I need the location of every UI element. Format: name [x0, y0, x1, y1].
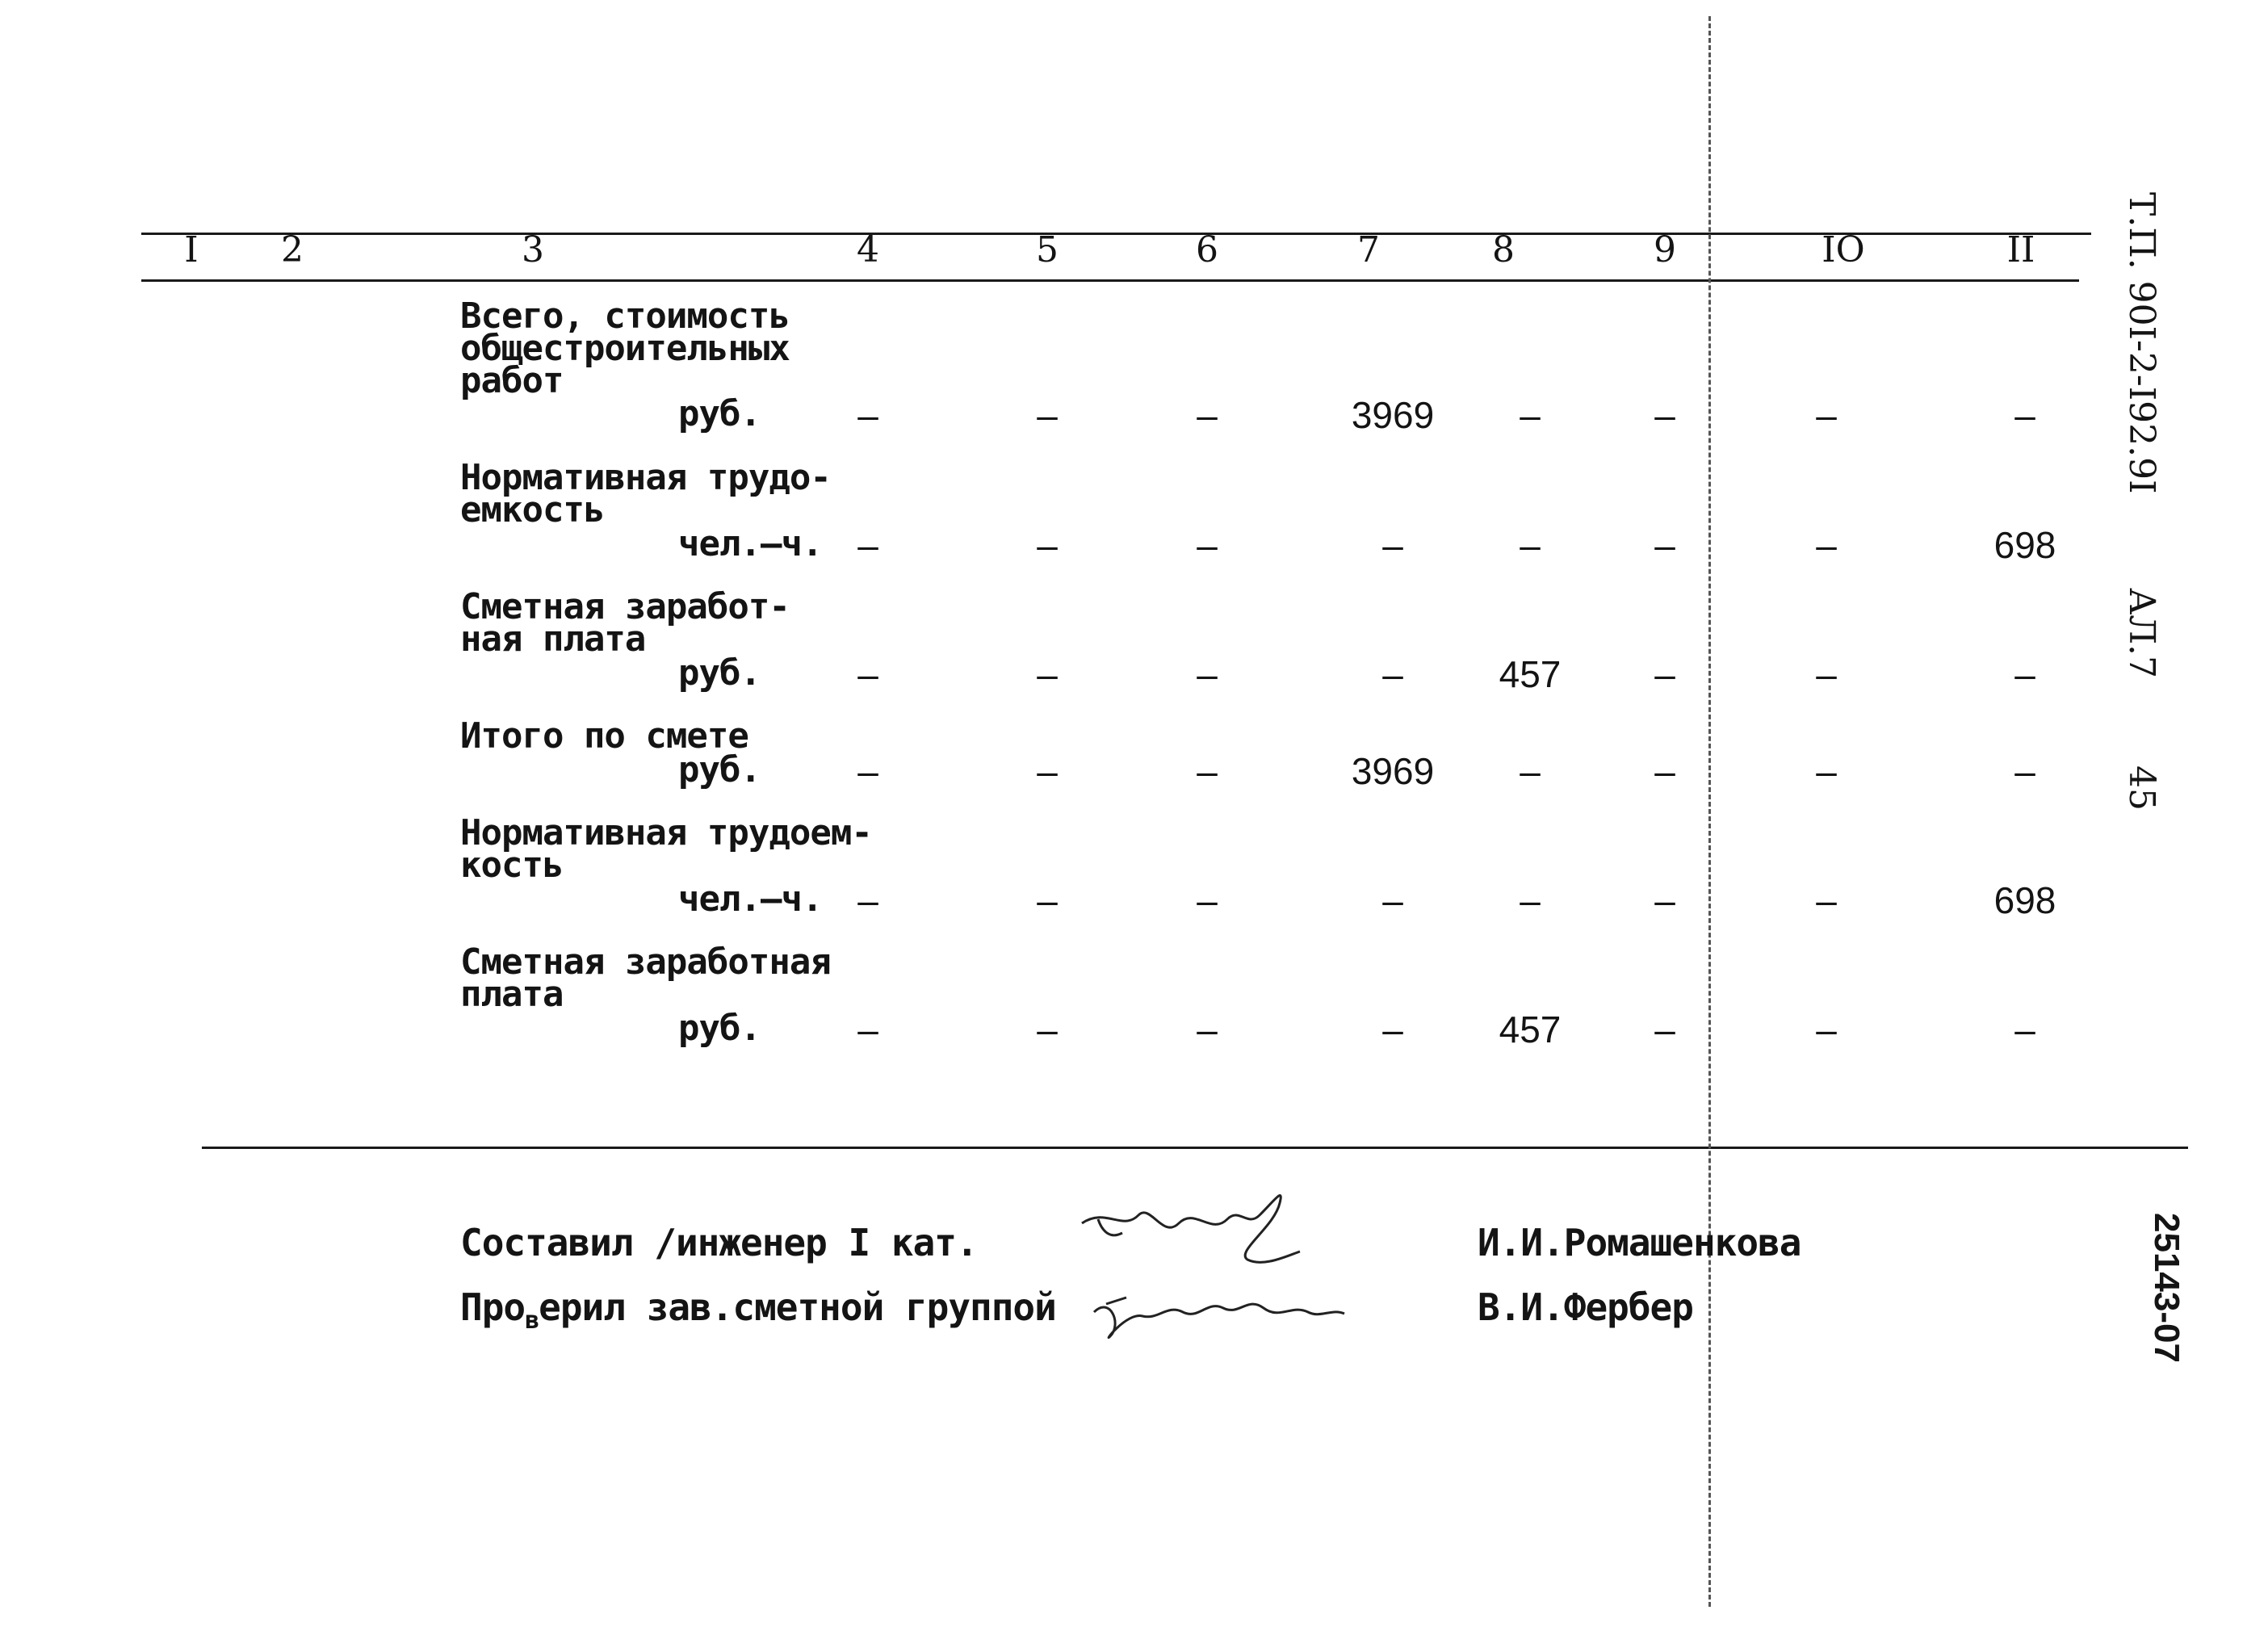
signature-checker [1086, 1280, 1352, 1352]
row-label: Нормативная трудоем- кость [460, 812, 872, 886]
column-number: IO [1822, 229, 1865, 270]
table-cell: – [1382, 524, 1403, 566]
row-label: Сметная заработная плата [460, 941, 831, 1015]
compiled-by-label: Составил /инженер I кат. [460, 1221, 978, 1264]
table-cell: – [1520, 750, 1541, 792]
table-cell: – [1816, 879, 1837, 921]
doc-code: Т.П. 90I-2-I92.9I [2121, 192, 2162, 494]
table-cell: 3969 [1351, 394, 1435, 436]
row-unit: руб. [678, 393, 761, 434]
table-cell: – [2014, 1008, 2035, 1050]
table-cell: – [1520, 394, 1541, 436]
table-cell: – [1197, 879, 1218, 921]
table-cell: 3969 [1351, 750, 1435, 792]
table-cell: – [1816, 1008, 1837, 1050]
table-cell: – [2014, 750, 2035, 792]
table-cell: – [1654, 1008, 1675, 1050]
table-cell: – [1037, 750, 1058, 792]
table-cell: – [1654, 653, 1675, 695]
table-cell: – [1382, 879, 1403, 921]
table-cell: – [1197, 653, 1218, 695]
table-cell: 698 [1993, 524, 2056, 566]
row-label: Сметная заработ- ная плата [460, 586, 790, 660]
table-cell: – [2014, 653, 2035, 695]
table-cell: – [2014, 394, 2035, 436]
column-number: 5 [1036, 229, 1059, 270]
column-number: 6 [1196, 229, 1218, 270]
row-label: Всего, стоимость общестроительных работ [460, 296, 790, 401]
table-cell: 698 [1993, 879, 2056, 921]
table-cell: – [1654, 879, 1675, 921]
table-cell: – [1197, 1008, 1218, 1050]
table-cell: – [1037, 653, 1058, 695]
table-cell: – [1197, 394, 1218, 436]
column-number: II [2006, 229, 2035, 270]
row-unit: чел.–ч. [678, 523, 823, 564]
table-cell: – [1037, 524, 1058, 566]
table-cell: – [1816, 750, 1837, 792]
row-unit: руб. [678, 652, 761, 694]
column-number: 8 [1492, 229, 1515, 270]
header-top-rule [141, 233, 2091, 235]
table-cell: – [1382, 1008, 1403, 1050]
table-cell: – [1037, 394, 1058, 436]
table-cell: – [857, 879, 878, 921]
signature-compiler [1074, 1183, 1316, 1280]
table-cell: – [1382, 653, 1403, 695]
table-cell: – [1816, 394, 1837, 436]
checked-subscript: в [525, 1306, 539, 1335]
table-bottom-rule [202, 1147, 2188, 1149]
column-number: 3 [522, 229, 544, 270]
table-cell: – [857, 653, 878, 695]
table-cell: – [1816, 653, 1837, 695]
column-number: 7 [1357, 229, 1380, 270]
table-cell: – [1197, 750, 1218, 792]
compiled-by-name: И.И.Ромашенкова [1478, 1221, 1801, 1264]
table-cell: – [1654, 524, 1675, 566]
page-number: 45 [2121, 765, 2162, 811]
row-label: Нормативная трудо- емкость [460, 457, 831, 530]
table-cell: – [1816, 524, 1837, 566]
table-cell: 457 [1499, 1008, 1562, 1050]
table-cell: – [1520, 879, 1541, 921]
checked-prefix: Про [460, 1285, 526, 1329]
checked-by-name: В.И.Фербер [1478, 1285, 1693, 1329]
table-cell: – [1037, 879, 1058, 921]
checked-suffix: ерил зав.сметной группой [539, 1285, 1056, 1329]
album-number: АЛ.7 [2121, 588, 2162, 679]
column-number: 2 [281, 229, 304, 270]
table-cell: – [1037, 1008, 1058, 1050]
row-label: Итого по смете [460, 715, 748, 757]
table-cell: – [857, 750, 878, 792]
row-unit: руб. [678, 1008, 761, 1049]
table-cell: – [1197, 524, 1218, 566]
table-cell: – [1520, 524, 1541, 566]
table-cell: – [857, 1008, 878, 1050]
table-cell: – [1654, 394, 1675, 436]
checked-by-label [460, 1285, 1056, 1335]
column-number: 4 [857, 229, 879, 270]
table-cell: – [857, 524, 878, 566]
table-cell: – [1654, 750, 1675, 792]
row-unit: чел.–ч. [678, 878, 823, 920]
fold-line [1708, 16, 1711, 1607]
column-number: I [184, 229, 199, 270]
inventory-number: 25143-07 [2147, 1213, 2186, 1363]
table-cell: – [857, 394, 878, 436]
header-bottom-rule [141, 279, 2079, 282]
table-cell: 457 [1499, 653, 1562, 695]
row-unit: руб. [678, 749, 761, 790]
column-number: 9 [1654, 229, 1676, 270]
